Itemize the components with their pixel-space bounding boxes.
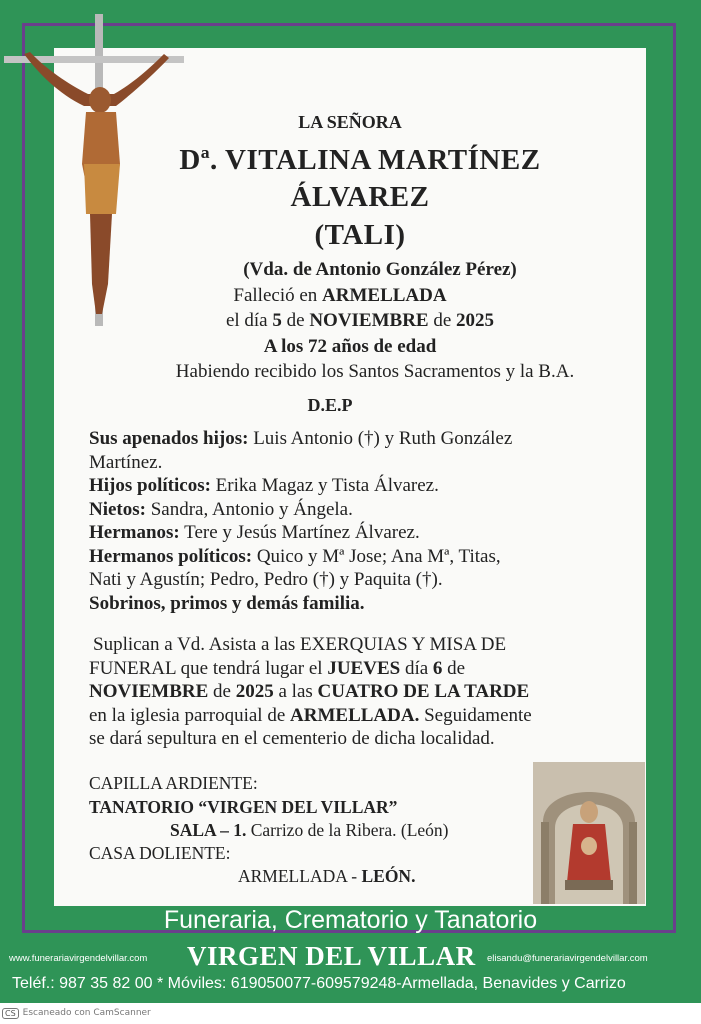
family-hermanos-politicos-cont: Nati y Agustín; Pedro, Pedro (†) y Paquita (†).	[89, 569, 443, 590]
age-line: A los 72 años de edad	[263, 336, 437, 357]
funeral-line3: NOVIEMBRE de 2025 a las CUATRO DE LA TARDE	[89, 681, 530, 702]
footer-brand: VIRGEN DEL VILLAR	[187, 941, 476, 971]
funeral-block	[89, 633, 619, 751]
dep-line: D.E.P	[307, 395, 353, 415]
footer-title: Funeraria, Crematorio y Tanatorio	[163, 906, 538, 934]
title-line: LA SEÑORA	[298, 112, 402, 132]
sacraments-line: Habiendo recibido los Santos Sacramentos y la B.A.	[175, 361, 575, 382]
footer-email[interactable]: elisandu@funerariavirgendelvillar.com	[487, 953, 648, 964]
funeral-line4: en la iglesia parroquial de ARMELLADA. Seguidamente	[89, 704, 532, 726]
house-location: ARMELLADA - LEÓN.	[238, 866, 416, 886]
virgin-image-icon	[533, 762, 645, 904]
camscanner-watermark	[2, 1005, 151, 1021]
camscanner-text: Escaneado con CamScanner	[22, 1008, 151, 1018]
family-hijos-politicos: Hijos políticos: Erika Magaz y Tista Álvarez.	[89, 475, 439, 496]
deceased-name-line1: Dª. VITALINA MARTÍNEZ	[179, 144, 541, 176]
family-hijos-cont: Martínez.	[89, 451, 163, 473]
chapel-name: TANATORIO “VIRGEN DEL VILLAR”	[89, 797, 398, 817]
funeral-line2: FUNERAL que tendrá lugar el JUEVES día 6 de	[89, 657, 466, 679]
funeral-line5: se dará sepultura en el cementerio de dicha localidad.	[89, 728, 495, 749]
family-block	[89, 427, 609, 615]
chapel-label: CAPILLA ARDIENTE:	[89, 773, 258, 793]
family-hijos: Sus apenados hijos: Luis Antonio (†) y Ruth González	[89, 428, 513, 449]
widow-of: (Vda. de Antonio González Pérez)	[243, 259, 517, 280]
footer-website[interactable]: www.funerariavirgendelvillar.com	[9, 953, 148, 964]
house-label: CASA DOLIENTE:	[89, 843, 231, 863]
footer-phones: Teléf.: 987 35 82 00 * Móviles: 619050077-609579248-Armellada, Benavides y Carrizo	[12, 975, 626, 992]
death-date: el día 5 de NOVIEMBRE de 2025	[225, 310, 495, 331]
funeral-line1: Suplican a Vd. Asista a las EXERQUIAS Y MISA DE	[93, 634, 507, 655]
chapel-sala: SALA – 1. Carrizo de la Ribera. (León)	[170, 820, 449, 840]
family-hermanos-politicos: Hermanos políticos: Quico y Mª Jose; Ana Mª, Titas,	[89, 545, 501, 567]
deceased-nickname: (TALI)	[314, 219, 406, 251]
death-place: Falleció en ARMELLADA	[233, 285, 447, 306]
camscanner-icon: CS	[2, 1008, 19, 1019]
family-hermanos: Hermanos: Tere y Jesús Martínez Álvarez.	[89, 522, 420, 543]
family-others: Sobrinos, primos y demás familia.	[89, 592, 365, 614]
family-nietos: Nietos: Sandra, Antonio y Ángela.	[89, 498, 353, 520]
deceased-name-line2: ÁLVAREZ	[290, 181, 430, 213]
